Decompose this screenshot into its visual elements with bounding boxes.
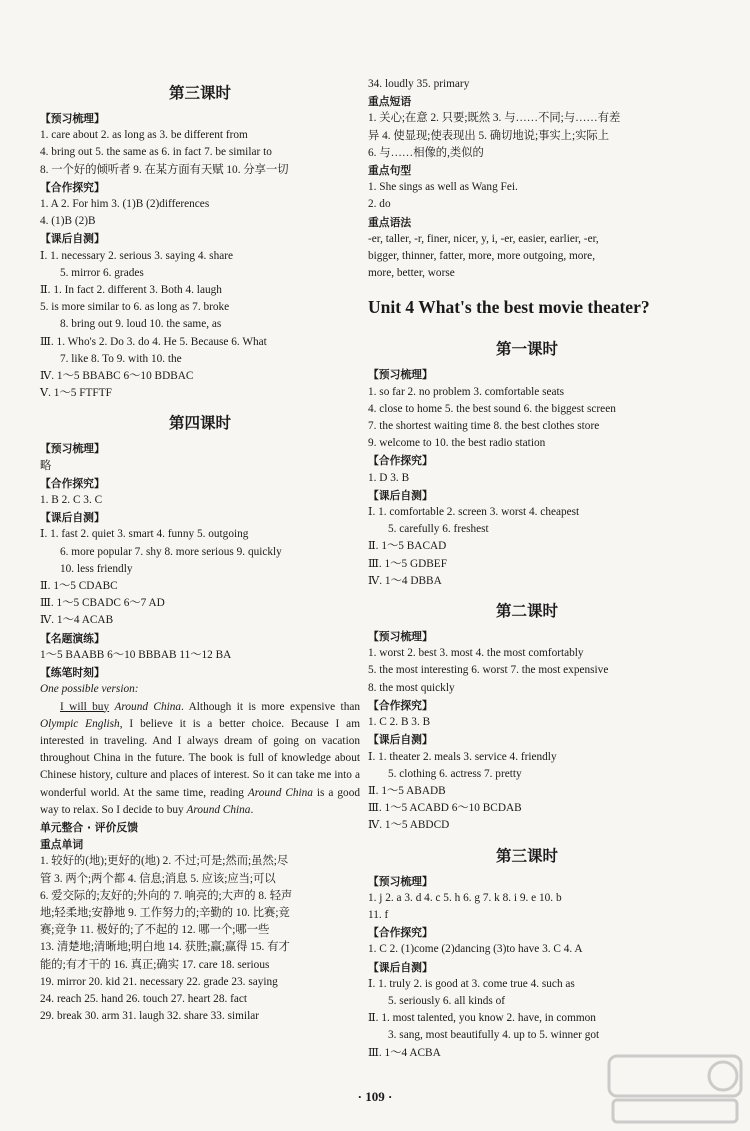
- answer-line: Ⅰ. 1. truly 2. is good at 3. come true 4. such as: [368, 977, 575, 990]
- answer-line: 1. 较好的(地);更好的(地) 2. 不过;可是;然而;虽然;尽: [40, 855, 289, 868]
- answer-line: 29. break 30. arm 31. laugh 32. share 33. similar: [40, 1010, 259, 1023]
- answer-line: Ⅳ. 1～4 ACAB: [40, 614, 114, 627]
- page-number: · 109 ·: [357, 1089, 393, 1104]
- watermark-logo: [605, 1052, 745, 1126]
- answer-block: [368, 645, 686, 697]
- answer-block: [40, 248, 360, 403]
- section-heading: 【预习梳理】: [40, 112, 105, 125]
- section-heading: 重点单词: [40, 838, 84, 852]
- section-heading: 【合作探究】: [368, 454, 433, 468]
- answer-block: [40, 853, 360, 1025]
- section-heading: 【课后自测】: [368, 733, 433, 747]
- section-heading: 重点语法: [368, 215, 412, 229]
- answer-line: 9. welcome to 10. the best radio station: [368, 437, 546, 450]
- answer-line: 管 3. 两个;两个都 4. 信息;消息 5. 应该;应当;可以: [40, 872, 276, 885]
- answer-line: Ⅲ. 1～5 GDBEF: [368, 557, 447, 570]
- section-heading: 重点句型: [368, 164, 412, 178]
- answer-line: 1. A 2. For him 3. (1)B (2)differences: [40, 198, 210, 211]
- section-heading: 重点短语: [368, 95, 412, 109]
- answer-line: Ⅳ. 1～5 BBABC 6～10 BDBAC: [40, 370, 194, 383]
- answer-line: 5. is more similar to 6. as long as 7. broke: [40, 301, 230, 314]
- answer-block: [368, 976, 686, 1062]
- section-heading: 【预习梳理】: [368, 630, 433, 644]
- answer-line: 1. C 2. B 3. B: [368, 716, 431, 729]
- answer-line: 1. care about 2. as long as 3. be different from: [40, 129, 248, 142]
- book-title: Olympic English: [40, 717, 120, 730]
- answer-block: [368, 890, 686, 924]
- answer-line: 7. the shortest waiting time 8. the best clothes store: [368, 420, 600, 433]
- answer-line: 5. the most interesting 6. worst 7. the most expensive: [368, 664, 609, 677]
- answer-line: 地;轻柔地;安静地 9. 工作努力的;辛勤的 10. 比赛;竞: [40, 906, 290, 919]
- answer-line: 5. carefully 6. freshest: [388, 523, 489, 536]
- answer-line: Ⅲ. 1～4 ACBA: [368, 1046, 441, 1059]
- answer-line: bigger, thinner, fatter, more, more outgoing, more,: [368, 250, 596, 263]
- section-heading: 【课后自测】: [40, 511, 105, 525]
- answer-block: [368, 384, 686, 453]
- answer-line: 6. 与……相像的,类似的: [368, 146, 484, 159]
- answer-line: Ⅳ. 1～4 DBBA: [368, 574, 442, 587]
- right-column: [368, 76, 686, 1062]
- answer-line: -er, taller, -r, finer, nicer, y, i, -er, easier, earlier, -er,: [368, 232, 599, 245]
- sample-essay: [40, 699, 360, 819]
- answer-block: [40, 526, 360, 629]
- lesson3-title: 第三课时: [168, 84, 231, 102]
- section-heading: 【预习梳理】: [40, 442, 105, 456]
- answer-line: Ⅰ. 1. theater 2. meals 3. service 4. friendly: [368, 750, 557, 763]
- answer-line: 5. seriously 6. all kinds of: [388, 994, 506, 1007]
- answer-line: 11. f: [368, 908, 389, 921]
- answer-line: 异 4. 使显现;使表现出 5. 确切地说;事实上;实际上: [368, 129, 610, 142]
- answer-line: Ⅱ. 1. In fact 2. different 3. Both 4. laugh: [40, 284, 222, 297]
- left-column: [40, 76, 360, 1025]
- essay-text: is a good way to relax. So I decide to buy: [40, 786, 360, 816]
- section-heading: 【合作探究】: [40, 180, 105, 194]
- answer-line: Ⅲ. 1～5 CBADC 6～7 AD: [40, 597, 165, 610]
- answer-line: 8. bring out 9. loud 10. the same, as: [60, 318, 222, 331]
- answer-line: 8. the most quickly: [368, 681, 455, 694]
- answer-line: 5. mirror 6. grades: [60, 266, 144, 279]
- answer-block: [368, 179, 686, 213]
- answer-line: Ⅱ. 1～5 ABADB: [368, 784, 446, 797]
- answer-block: [368, 504, 686, 590]
- answer-line: 1. D 3. B: [368, 471, 410, 484]
- section-heading: 【课后自测】: [40, 232, 105, 246]
- answer-line: 赛;竞争 11. 极好的;了不起的 12. 哪一个;哪一些: [40, 924, 270, 937]
- answer-line: Ⅱ. 1～5 CDABC: [40, 580, 118, 593]
- essay-label: One possible version:: [40, 683, 139, 696]
- answer-line: 4. close to home 5. the best sound 6. the biggest screen: [368, 402, 616, 415]
- answer-line: Ⅰ. 1. comfortable 2. screen 3. worst 4. cheapest: [368, 506, 580, 519]
- book-title: Around China: [114, 700, 182, 713]
- answer-line: 7. like 8. To 9. with 10. the: [60, 352, 182, 365]
- answer-block: [368, 749, 686, 835]
- answer-line: Ⅲ. 1. Who's 2. Do 3. do 4. He 5. Because 6. What: [40, 335, 267, 348]
- section-heading: 【课后自测】: [368, 960, 433, 974]
- answer-line: 1. She sings as well as Wang Fei.: [368, 181, 518, 194]
- answer-line: 1. B 2. C 3. C: [40, 494, 103, 507]
- answer-line: Ⅲ. 1～5 ACABD 6～10 BCDAB: [368, 802, 522, 815]
- book-title: Around China: [186, 803, 251, 816]
- answer-block: [40, 196, 360, 230]
- u4-lesson2-title: 第二课时: [495, 602, 558, 621]
- answer-line: Ⅰ. 1. necessary 2. serious 3. saying 4. share: [40, 249, 234, 262]
- answer-line: Ⅱ. 1～5 BACAD: [368, 540, 447, 553]
- answer-line: 34. loudly 35. primary: [368, 78, 470, 90]
- answer-line: Ⅴ. 1～5 FTFTF: [40, 387, 112, 400]
- essay-text: . Although it is more expensive than: [181, 700, 361, 713]
- essay-lead: I will buy: [60, 700, 110, 713]
- answer-block: [368, 110, 686, 162]
- answer-line: 19. mirror 20. kid 21. necessary 22. grade 23. saying: [40, 975, 278, 988]
- answer-line: 6. more popular 7. shy 8. more serious 9. quickly: [60, 545, 282, 558]
- section-heading: 【预习梳理】: [368, 874, 433, 888]
- unit-summary-heading: 单元整合 · 评价反馈: [40, 820, 138, 834]
- answer-line: 1. worst 2. best 3. most 4. the most comfortably: [368, 647, 584, 660]
- u4-lesson1-title: 第一课时: [495, 340, 558, 359]
- answer-line: 1. 关心;在意 2. 只要;既然 3. 与……不同;与……有差: [368, 112, 621, 125]
- answer-line: more, better, worse: [368, 267, 455, 280]
- answer-line: 3. sang, most beautifully 4. up to 5. winner got: [388, 1029, 600, 1042]
- section-heading: 【课后自测】: [368, 488, 433, 502]
- answer-line: 2. do: [368, 198, 391, 211]
- section-heading: 【预习梳理】: [368, 368, 433, 382]
- answer-line: Ⅱ. 1. most talented, you know 2. have, in common: [368, 1012, 596, 1025]
- section-heading: 【合作探究】: [368, 926, 433, 940]
- answer-line: 24. reach 25. hand 26. touch 27. heart 28. fact: [40, 992, 248, 1005]
- answer-line: 13. 清楚地;清晰地;明白地 14. 获胜;赢;赢得 15. 有才: [40, 941, 290, 954]
- lesson4-title: 第四课时: [168, 414, 231, 433]
- answer-line: 1. C 2. (1)come (2)dancing (3)to have 3. C 4. A: [368, 943, 583, 956]
- answer-line: 能的;有才干的 16. 真正;确实 17. care 18. serious: [40, 958, 270, 971]
- section-heading: 【练笔时刻】: [40, 666, 105, 680]
- answer-line: 5. clothing 6. actress 7. pretty: [388, 767, 522, 780]
- section-heading: 【合作探究】: [40, 476, 105, 490]
- section-heading: 【名题演练】: [40, 631, 105, 645]
- unit-title: Unit 4 What's the best movie theater?: [368, 297, 650, 318]
- answer-line: 8. 一个好的倾听者 9. 在某方面有天赋 10. 分享一切: [40, 163, 289, 176]
- book-title: Around China: [247, 786, 313, 799]
- essay-text: , I believe it is a better choice. Because I am interested in traveling. And I always dream of going on vacation throughout China in the future. The book is full of knowledge about Chinese history, culture and places of interest. So it can take me into a wonderful world. At the same time, reading: [40, 717, 360, 799]
- answer-block: [368, 231, 686, 283]
- answer-line: Ⅳ. 1～5 ABDCD: [368, 819, 450, 832]
- answer-block: [40, 127, 360, 179]
- answer-line: 4. bring out 5. the same as 6. in fact 7. be similar to: [40, 146, 272, 159]
- answer-line: 6. 爱交际的;友好的;外向的 7. 响亮的;大声的 8. 轻声: [40, 889, 293, 902]
- essay-text: .: [250, 803, 254, 816]
- answer-line: 1. so far 2. no problem 3. comfortable seats: [368, 385, 565, 398]
- u4-lesson3-title: 第三课时: [495, 846, 558, 865]
- answer-line: 4. (1)B (2)B: [40, 215, 96, 228]
- answer-line: 1～5 BAABB 6～10 BBBAB 11～12 BA: [40, 648, 232, 661]
- section-heading: 【合作探究】: [368, 698, 433, 712]
- answer-line: Ⅰ. 1. fast 2. quiet 3. smart 4. funny 5. outgoing: [40, 528, 249, 541]
- answer-line: 10. less friendly: [60, 562, 133, 575]
- answer-line: 1. j 2. a 3. d 4. c 5. h 6. g 7. k 8. i 9. e 10. b: [368, 891, 562, 904]
- answer-line: 略: [40, 459, 52, 472]
